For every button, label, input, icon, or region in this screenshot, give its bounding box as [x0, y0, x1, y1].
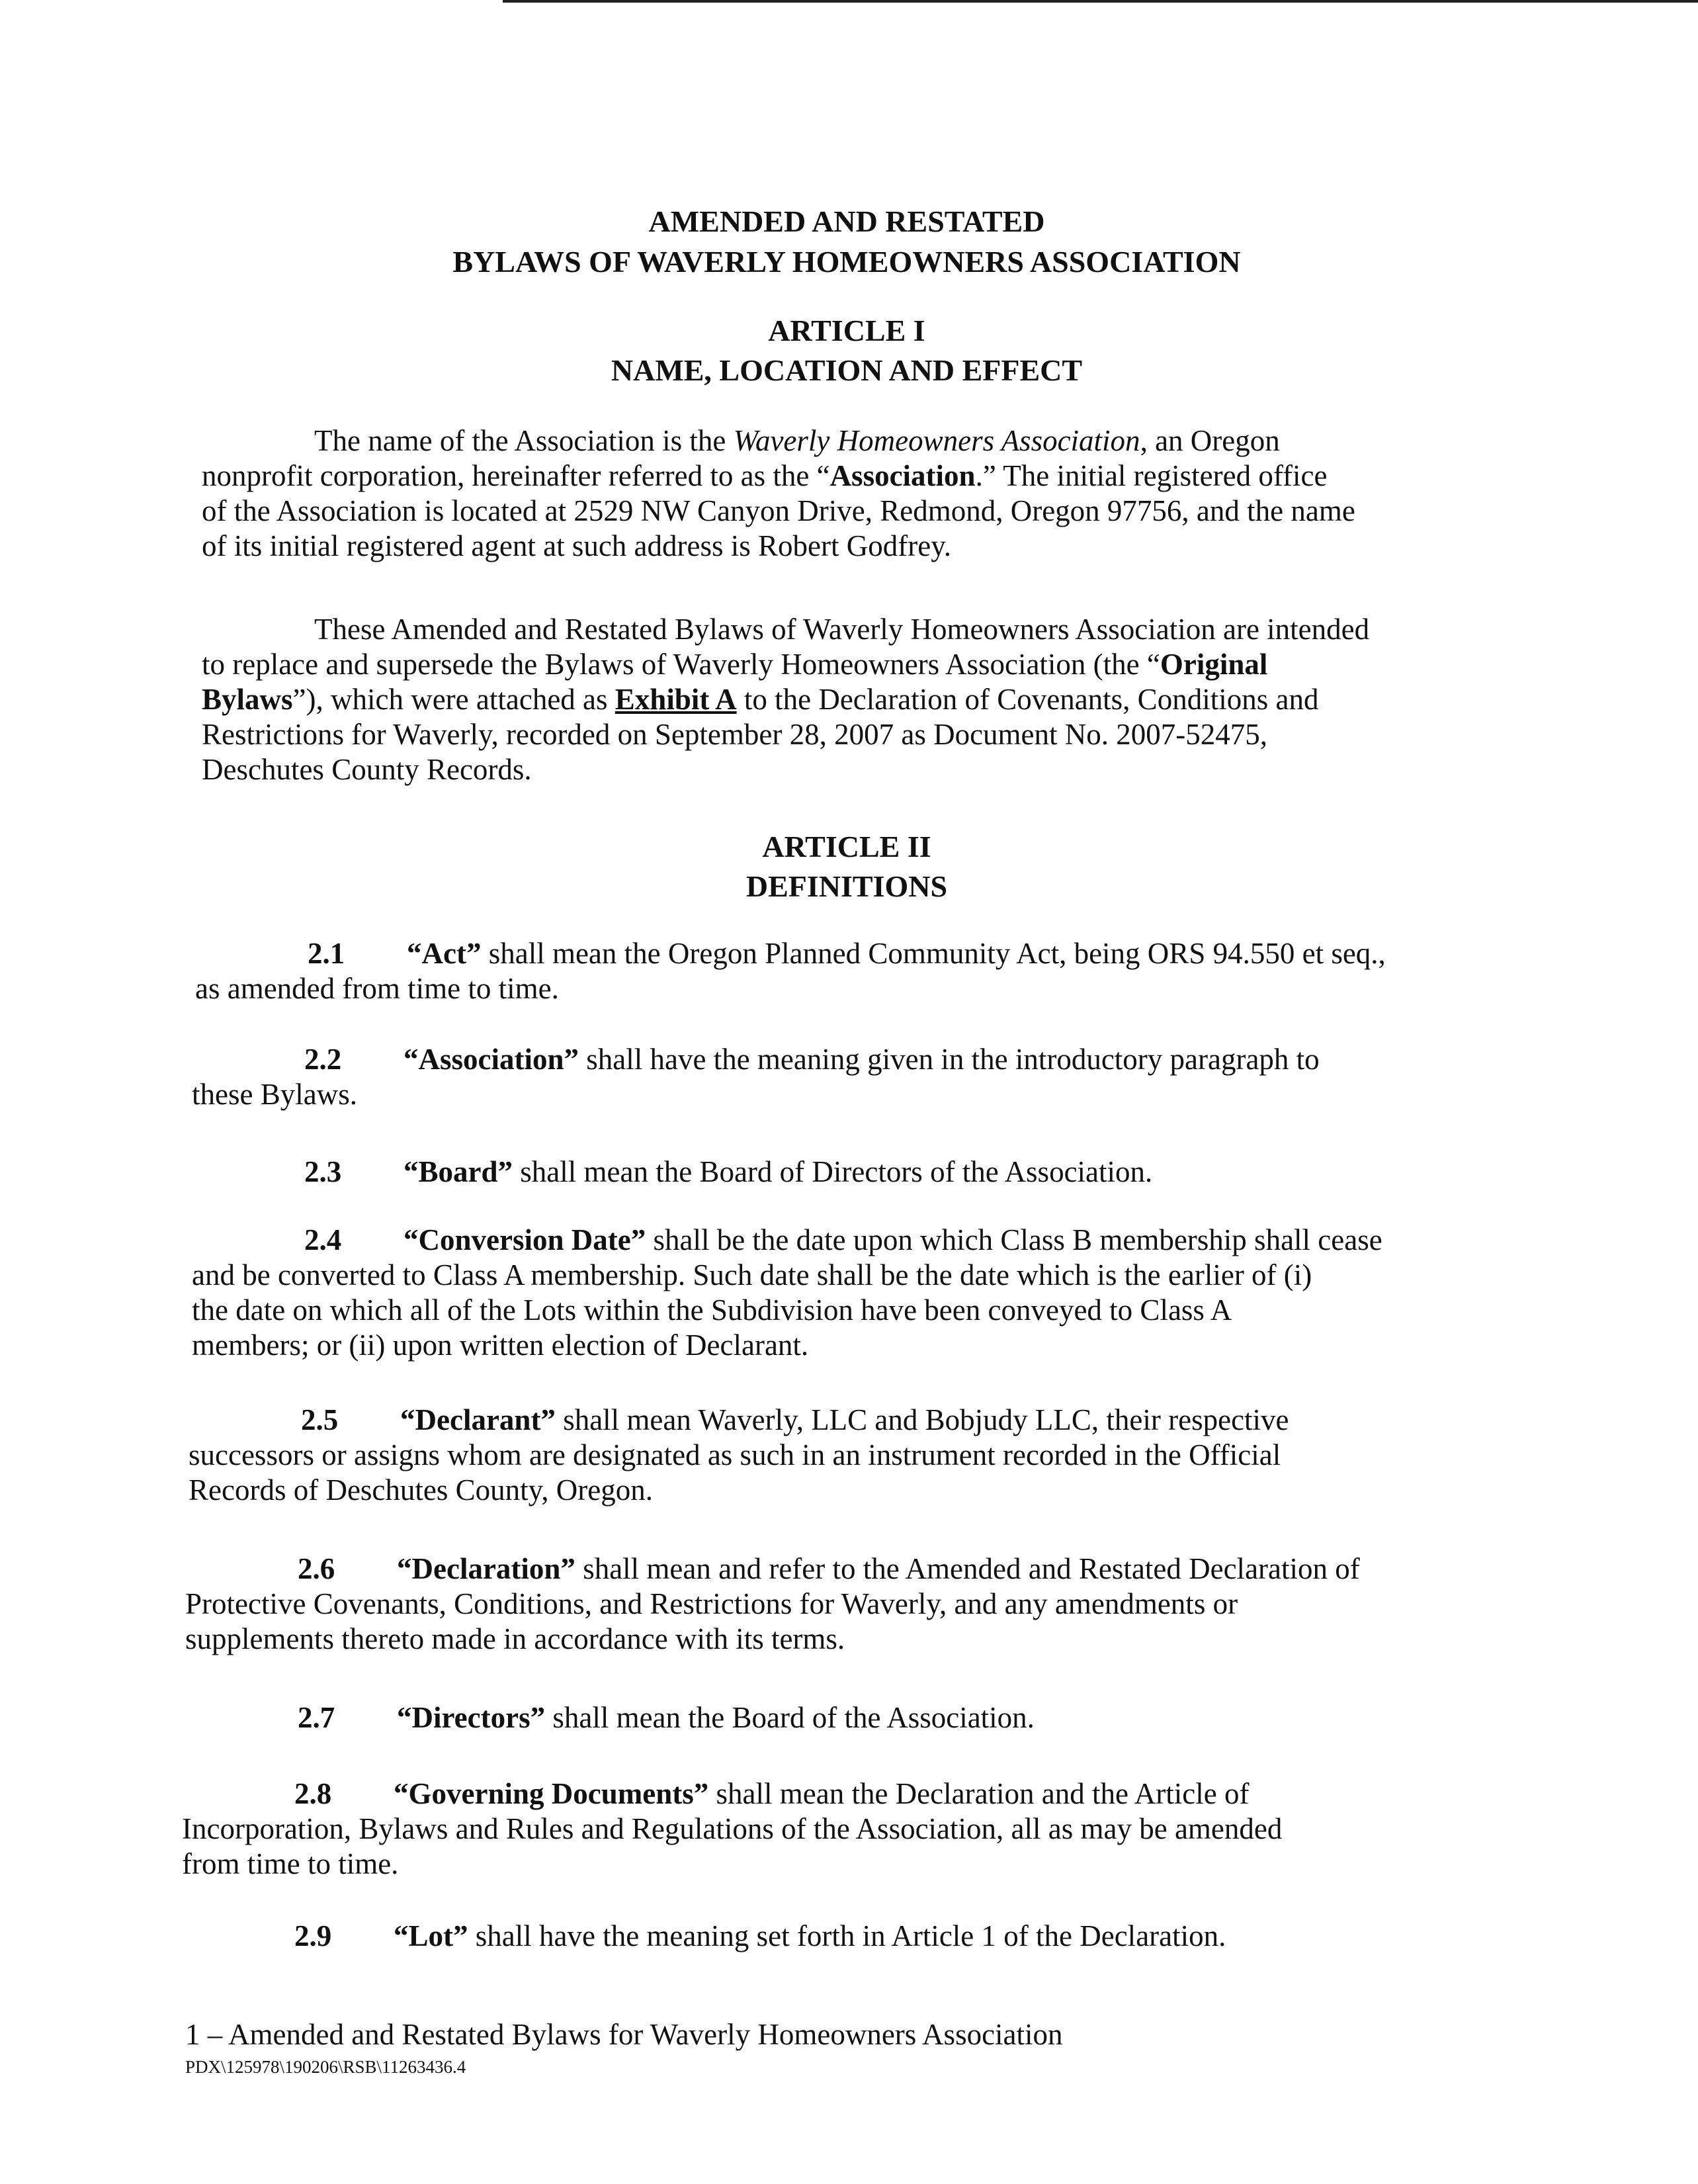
definition-term: “Lot”: [394, 1919, 468, 1952]
footer-document-code: PDX\125978\190206\RSB\11263436.4: [185, 2057, 466, 2077]
definition-item: [182, 1776, 1282, 1882]
definition-term: “Conversion Date”: [403, 1223, 646, 1256]
defined-term: Bylaws: [202, 683, 293, 716]
definition-first-line: [195, 936, 1386, 971]
definition-continuation-line: from time to time.: [182, 1847, 399, 1880]
definition-number: 2.9: [294, 1919, 332, 1952]
article-1-paragraph-2: [202, 612, 1369, 787]
definition-first-line: [192, 1223, 1382, 1258]
definition-number: 2.1: [308, 937, 345, 970]
definition-first-line: [192, 1155, 1152, 1190]
definition-continuation-line: these Bylaws.: [192, 1078, 357, 1111]
definition-item: [192, 1155, 1152, 1190]
text-span: nonprofit corporation, hereinafter referred to as the “: [202, 459, 830, 492]
article-2-heading: ARTICLE II: [762, 830, 931, 863]
definition-first-line: [182, 1919, 1226, 1954]
definition-item: [192, 1042, 1320, 1112]
definition-continuation-line: Protective Covenants, Conditions, and Restrictions for Waverly, and any amendments or: [185, 1587, 1238, 1620]
paragraph-line: Deschutes County Records.: [202, 753, 532, 786]
definition-number: 2.6: [298, 1552, 335, 1585]
definition-item: [185, 1700, 1035, 1735]
paragraph-line: [202, 647, 1369, 682]
definition-term: “Declarant”: [400, 1403, 556, 1436]
text-span: The name of the Association is the: [314, 424, 734, 457]
definition-text: shall have the meaning given in the introductory paragraph to: [579, 1043, 1320, 1076]
definition-term: “Directors”: [397, 1701, 546, 1734]
definition-continuation-line: the date on which all of the Lots within the Subdivision have been conveyed to Class A: [192, 1293, 1232, 1327]
definition-text: shall mean the Declaration and the Article of: [708, 1777, 1250, 1810]
paragraph-line: Restrictions for Waverly, recorded on September 28, 2007 as Document No. 2007-52475,: [202, 718, 1268, 751]
definition-continuation-line: supplements thereto made in accordance with its terms.: [185, 1622, 845, 1655]
definition-continuation-line: Incorporation, Bylaws and Rules and Regulations of the Association, all as may be amended: [182, 1812, 1283, 1845]
definition-text: shall mean Waverly, LLC and Bobjudy LLC, their respective: [555, 1403, 1289, 1436]
association-name-italic: Waverly Homeowners Association: [733, 424, 1140, 457]
paragraph-line: [202, 459, 1355, 494]
article-1-paragraph-1: [202, 423, 1355, 564]
definition-item: [189, 1403, 1289, 1508]
document-title-line-1: AMENDED AND RESTATED: [648, 204, 1045, 238]
definition-continuation-line: members; or (ii) upon written election of Declarant.: [192, 1329, 809, 1362]
definition-first-line: [189, 1403, 1289, 1438]
definition-text: shall mean the Board of the Association.: [545, 1701, 1035, 1734]
definition-item: [185, 1551, 1360, 1657]
paragraph-line: [202, 682, 1369, 717]
text-span: ”), which were attached as: [292, 683, 615, 716]
definition-item: [192, 1223, 1382, 1363]
article-1-heading: ARTICLE I: [768, 314, 925, 347]
definition-continuation-line: and be converted to Class A membership. Such date shall be the date which is the earlier of (i): [192, 1258, 1312, 1291]
definition-continuation-line: Records of Deschutes County, Oregon.: [189, 1473, 653, 1507]
paragraph-line: of the Association is located at 2529 NW Canyon Drive, Redmond, Oregon 97756, and the name: [202, 494, 1355, 527]
definition-term: “Act”: [407, 937, 482, 970]
definition-term: “Association”: [403, 1043, 579, 1076]
text-span: .” The initial registered office: [975, 459, 1328, 492]
definition-continuation-line: as amended from time to time.: [195, 972, 559, 1005]
definition-continuation-line: successors or assigns whom are designated as such in an instrument recorded in the Official: [189, 1438, 1281, 1471]
definition-number: 2.7: [298, 1701, 335, 1734]
definition-number: 2.8: [294, 1777, 332, 1810]
definition-number: 2.2: [304, 1043, 342, 1076]
defined-term: Original: [1160, 648, 1268, 681]
paragraph-line: [202, 423, 1355, 459]
definition-first-line: [192, 1042, 1320, 1077]
definition-item: [182, 1919, 1226, 1954]
text-span: , an Oregon: [1140, 424, 1280, 457]
definition-number: 2.4: [304, 1223, 342, 1256]
article-2-subheading: DEFINITIONS: [745, 869, 948, 903]
scan-edge-rule: [503, 0, 1698, 3]
definition-first-line: [182, 1776, 1282, 1812]
definition-first-line: [185, 1551, 1360, 1587]
article-1-subheading: NAME, LOCATION AND EFFECT: [611, 353, 1083, 387]
definition-text: shall mean the Board of Directors of the Association.: [513, 1155, 1153, 1188]
definition-term: “Board”: [403, 1155, 513, 1188]
paragraph-line: of its initial registered agent at such address is Robert Godfrey.: [202, 529, 952, 562]
definition-item: [195, 936, 1386, 1006]
definition-term: “Governing Documents”: [394, 1777, 709, 1810]
text-span: to replace and supersede the Bylaws of Waverly Homeowners Association (the “: [202, 648, 1160, 681]
document-title-line-2: BYLAWS OF WAVERLY HOMEOWNERS ASSOCIATION: [452, 245, 1241, 279]
definition-text: shall mean and refer to the Amended and Restated Declaration of: [575, 1552, 1360, 1585]
definition-text: shall mean the Oregon Planned Community Act, being ORS 94.550 et seq.,: [481, 937, 1386, 970]
text-span: to the Declaration of Covenants, Conditions and: [736, 683, 1319, 716]
exhibit-reference: Exhibit A: [615, 683, 737, 716]
defined-term: Association: [829, 459, 976, 492]
definition-number: 2.3: [304, 1155, 342, 1188]
definition-text: shall have the meaning set forth in Article 1 of the Declaration.: [468, 1919, 1226, 1952]
definition-first-line: [185, 1700, 1035, 1735]
definition-number: 2.5: [301, 1403, 339, 1436]
definition-text: shall be the date upon which Class B membership shall cease: [646, 1223, 1382, 1256]
paragraph-line: These Amended and Restated Bylaws of Waverly Homeowners Association are intended: [314, 613, 1370, 646]
footer-title: 1 – Amended and Restated Bylaws for Waverly Homeowners Association: [185, 2018, 1063, 2051]
definition-term: “Declaration”: [397, 1552, 575, 1585]
